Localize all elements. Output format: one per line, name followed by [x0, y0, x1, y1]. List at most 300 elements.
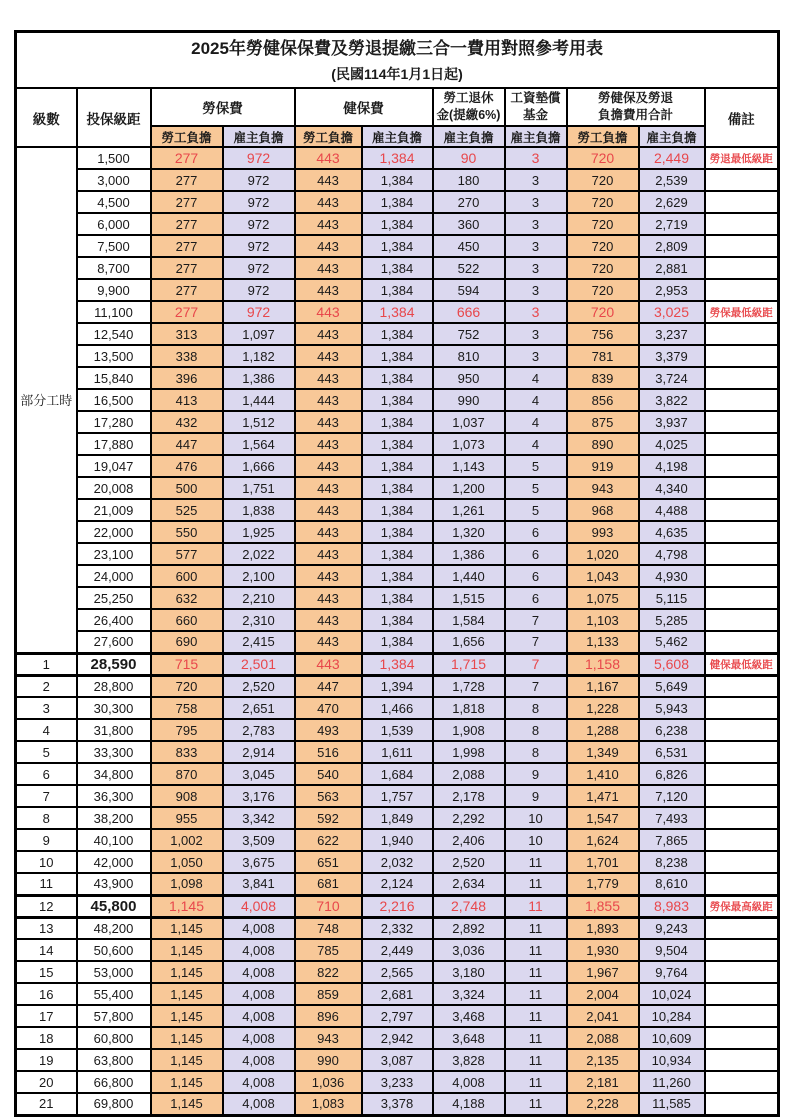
pension-employer-cell: 3,036 — [433, 939, 505, 961]
wage-fund-employer-cell: 3 — [505, 213, 567, 235]
health-employer-cell: 2,216 — [362, 895, 433, 917]
labor-employer-cell: 2,651 — [223, 697, 295, 719]
remark-cell — [705, 829, 779, 851]
labor-employer-cell: 3,045 — [223, 763, 295, 785]
bracket-cell: 31,800 — [77, 719, 151, 741]
labor-employee-cell: 396 — [151, 367, 223, 389]
table-row — [16, 873, 779, 895]
health-employee-cell: 1,036 — [295, 1071, 362, 1093]
health-employer-cell: 1,384 — [362, 345, 433, 367]
total-employer-cell: 5,285 — [639, 609, 705, 631]
table-body — [16, 147, 779, 1115]
total-employer-cell: 9,243 — [639, 917, 705, 939]
bracket-cell: 38,200 — [77, 807, 151, 829]
labor-employee-cell: 277 — [151, 191, 223, 213]
total-employee-cell: 2,004 — [567, 983, 639, 1005]
total-employer-cell: 3,237 — [639, 323, 705, 345]
remark-cell — [705, 741, 779, 763]
health-employee-cell: 710 — [295, 895, 362, 917]
total-employer-cell: 2,881 — [639, 257, 705, 279]
remark-cell — [705, 455, 779, 477]
total-employer-cell: 5,462 — [639, 631, 705, 653]
health-employer-cell: 1,384 — [362, 587, 433, 609]
labor-employer-cell: 4,008 — [223, 1049, 295, 1071]
pension-employer-cell: 1,656 — [433, 631, 505, 653]
total-employee-cell: 1,043 — [567, 565, 639, 587]
table-row — [16, 455, 779, 477]
labor-employee-cell: 955 — [151, 807, 223, 829]
labor-employee-cell: 833 — [151, 741, 223, 763]
health-employer-cell: 1,384 — [362, 191, 433, 213]
wage-fund-employer-cell: 3 — [505, 169, 567, 191]
total-employee-cell: 1,288 — [567, 719, 639, 741]
level-cell: 18 — [16, 1027, 77, 1049]
labor-employee-cell: 1,145 — [151, 1093, 223, 1115]
wage-fund-employer-cell: 7 — [505, 653, 567, 675]
remark-cell — [705, 939, 779, 961]
labor-employer-cell: 972 — [223, 301, 295, 323]
health-employee-cell: 443 — [295, 411, 362, 433]
table-row — [16, 1027, 779, 1049]
wage-fund-employer-cell: 11 — [505, 983, 567, 1005]
health-employer-cell: 1,384 — [362, 521, 433, 543]
total-employee-cell: 756 — [567, 323, 639, 345]
pension-employer-cell: 1,143 — [433, 455, 505, 477]
wage-fund-employer-cell: 11 — [505, 961, 567, 983]
wage-fund-employer-cell: 6 — [505, 521, 567, 543]
health-employer-cell: 1,384 — [362, 301, 433, 323]
remark-cell — [705, 323, 779, 345]
health-employee-cell: 443 — [295, 631, 362, 653]
pension-employer-cell: 2,178 — [433, 785, 505, 807]
remark-cell — [705, 609, 779, 631]
labor-employer-cell: 972 — [223, 191, 295, 213]
labor-employee-cell: 432 — [151, 411, 223, 433]
health-employee-cell: 943 — [295, 1027, 362, 1049]
health-employer-cell: 1,384 — [362, 455, 433, 477]
total-employer-cell: 4,798 — [639, 543, 705, 565]
bracket-cell: 20,008 — [77, 477, 151, 499]
health-employer-cell: 1,384 — [362, 499, 433, 521]
total-employer-cell: 2,809 — [639, 235, 705, 257]
remark-cell — [705, 873, 779, 895]
labor-employer-cell: 1,925 — [223, 521, 295, 543]
labor-employee-cell: 313 — [151, 323, 223, 345]
health-employee-cell: 443 — [295, 279, 362, 301]
total-employee-cell: 2,041 — [567, 1005, 639, 1027]
health-employee-cell: 681 — [295, 873, 362, 895]
total-employee-cell: 2,228 — [567, 1093, 639, 1115]
pension-employer-cell: 810 — [433, 345, 505, 367]
level-cell: 部分工時 — [16, 147, 77, 653]
remark-cell — [705, 191, 779, 213]
pension-employer-cell: 666 — [433, 301, 505, 323]
labor-employer-cell: 4,008 — [223, 1027, 295, 1049]
health-employer-cell: 1,384 — [362, 609, 433, 631]
bracket-cell: 13,500 — [77, 345, 151, 367]
labor-employee-cell: 277 — [151, 279, 223, 301]
pension-employer-cell: 2,634 — [433, 873, 505, 895]
total-employee-cell: 720 — [567, 191, 639, 213]
bracket-cell: 30,300 — [77, 697, 151, 719]
total-employee-cell: 1,103 — [567, 609, 639, 631]
bracket-cell: 53,000 — [77, 961, 151, 983]
wage-fund-employer-cell: 11 — [505, 1027, 567, 1049]
labor-employer-cell: 1,444 — [223, 389, 295, 411]
total-employee-cell: 1,020 — [567, 543, 639, 565]
wage-fund-employer-cell: 4 — [505, 367, 567, 389]
wage-fund-employer-cell: 4 — [505, 433, 567, 455]
total-employer-cell: 10,609 — [639, 1027, 705, 1049]
table-row — [16, 499, 779, 521]
health-employee-cell: 470 — [295, 697, 362, 719]
labor-employer-cell: 4,008 — [223, 1005, 295, 1027]
pension-employer-cell: 1,908 — [433, 719, 505, 741]
level-cell: 5 — [16, 741, 77, 763]
header-bracket: 投保級距 — [77, 88, 151, 147]
remark-cell — [705, 1071, 779, 1093]
health-employee-cell: 748 — [295, 917, 362, 939]
labor-employee-cell: 758 — [151, 697, 223, 719]
pension-employer-cell: 1,818 — [433, 697, 505, 719]
pension-employer-cell: 3,180 — [433, 961, 505, 983]
labor-employee-cell: 550 — [151, 521, 223, 543]
bracket-cell: 43,900 — [77, 873, 151, 895]
labor-employer-cell: 1,564 — [223, 433, 295, 455]
health-employee-cell: 443 — [295, 323, 362, 345]
health-employer-cell: 1,384 — [362, 235, 433, 257]
wage-fund-employer-cell: 3 — [505, 301, 567, 323]
total-employer-cell: 5,608 — [639, 653, 705, 675]
table-row — [16, 741, 779, 763]
level-cell: 8 — [16, 807, 77, 829]
total-employee-cell: 1,349 — [567, 741, 639, 763]
health-employee-cell: 443 — [295, 169, 362, 191]
table-row — [16, 697, 779, 719]
total-employee-cell: 720 — [567, 235, 639, 257]
pension-employer-cell: 3,468 — [433, 1005, 505, 1027]
remark-cell — [705, 235, 779, 257]
total-employer-cell: 9,504 — [639, 939, 705, 961]
labor-employee-cell: 660 — [151, 609, 223, 631]
bracket-cell: 63,800 — [77, 1049, 151, 1071]
title-row — [16, 32, 779, 89]
remark-cell: 勞保最低級距 — [705, 301, 779, 323]
pension-employer-cell: 1,200 — [433, 477, 505, 499]
total-employer-cell: 2,719 — [639, 213, 705, 235]
bracket-cell: 16,500 — [77, 389, 151, 411]
bracket-cell: 1,500 — [77, 147, 151, 169]
bracket-cell: 8,700 — [77, 257, 151, 279]
table-row — [16, 675, 779, 697]
health-employee-cell: 859 — [295, 983, 362, 1005]
health-employer-cell: 3,233 — [362, 1071, 433, 1093]
labor-employer-cell: 2,501 — [223, 653, 295, 675]
labor-employer-cell: 2,520 — [223, 675, 295, 697]
total-employer-cell: 4,340 — [639, 477, 705, 499]
level-cell: 20 — [16, 1071, 77, 1093]
health-employer-cell: 2,942 — [362, 1027, 433, 1049]
health-employer-cell: 1,384 — [362, 279, 433, 301]
total-employee-cell: 1,855 — [567, 895, 639, 917]
table-row — [16, 587, 779, 609]
pension-employer-cell: 1,386 — [433, 543, 505, 565]
remark-cell — [705, 1093, 779, 1115]
wage-fund-employer-cell: 11 — [505, 851, 567, 873]
bracket-cell: 6,000 — [77, 213, 151, 235]
labor-employee-cell: 1,145 — [151, 983, 223, 1005]
health-employee-cell: 443 — [295, 543, 362, 565]
bracket-cell: 66,800 — [77, 1071, 151, 1093]
total-employee-cell: 1,701 — [567, 851, 639, 873]
total-employer-cell: 2,539 — [639, 169, 705, 191]
health-employee-cell: 563 — [295, 785, 362, 807]
level-cell: 1 — [16, 653, 77, 675]
total-employee-cell: 2,181 — [567, 1071, 639, 1093]
table-row — [16, 719, 779, 741]
remark-cell — [705, 389, 779, 411]
labor-employee-cell: 632 — [151, 587, 223, 609]
wage-fund-employer-cell: 8 — [505, 719, 567, 741]
remark-cell — [705, 983, 779, 1005]
level-cell: 21 — [16, 1093, 77, 1115]
total-employee-cell: 1,779 — [567, 873, 639, 895]
subheader-health-employer: 雇主負擔 — [362, 126, 433, 147]
remark-cell — [705, 719, 779, 741]
health-employee-cell: 443 — [295, 433, 362, 455]
health-employee-cell: 443 — [295, 367, 362, 389]
health-employer-cell: 1,384 — [362, 565, 433, 587]
labor-employer-cell: 1,838 — [223, 499, 295, 521]
remark-cell — [705, 477, 779, 499]
health-employer-cell: 2,449 — [362, 939, 433, 961]
health-employee-cell: 443 — [295, 521, 362, 543]
wage-fund-employer-cell: 11 — [505, 1049, 567, 1071]
labor-employer-cell: 2,310 — [223, 609, 295, 631]
health-employee-cell: 443 — [295, 455, 362, 477]
pension-employer-cell: 990 — [433, 389, 505, 411]
labor-employee-cell: 600 — [151, 565, 223, 587]
total-employee-cell: 720 — [567, 279, 639, 301]
health-employee-cell: 443 — [295, 477, 362, 499]
health-employee-cell: 443 — [295, 213, 362, 235]
level-cell: 9 — [16, 829, 77, 851]
bracket-cell: 57,800 — [77, 1005, 151, 1027]
labor-employer-cell: 2,415 — [223, 631, 295, 653]
bracket-cell: 27,600 — [77, 631, 151, 653]
remark-cell — [705, 499, 779, 521]
labor-employer-cell: 2,210 — [223, 587, 295, 609]
total-employer-cell: 10,934 — [639, 1049, 705, 1071]
health-employer-cell: 1,849 — [362, 807, 433, 829]
table-row — [16, 543, 779, 565]
remark-cell — [705, 697, 779, 719]
table-row — [16, 785, 779, 807]
table-row — [16, 521, 779, 543]
table-row — [16, 213, 779, 235]
table-row — [16, 433, 779, 455]
health-employee-cell: 443 — [295, 191, 362, 213]
level-cell: 13 — [16, 917, 77, 939]
labor-employee-cell: 1,145 — [151, 1005, 223, 1027]
total-employer-cell: 5,943 — [639, 697, 705, 719]
total-employee-cell: 943 — [567, 477, 639, 499]
total-employer-cell: 4,635 — [639, 521, 705, 543]
total-employee-cell: 781 — [567, 345, 639, 367]
pension-employer-cell: 2,748 — [433, 895, 505, 917]
total-employee-cell: 839 — [567, 367, 639, 389]
total-employer-cell: 11,260 — [639, 1071, 705, 1093]
wage-fund-employer-cell: 3 — [505, 279, 567, 301]
wage-fund-employer-cell: 7 — [505, 609, 567, 631]
labor-employee-cell: 908 — [151, 785, 223, 807]
table-row — [16, 1049, 779, 1071]
labor-employee-cell: 500 — [151, 477, 223, 499]
total-employer-cell: 2,629 — [639, 191, 705, 213]
labor-employee-cell: 870 — [151, 763, 223, 785]
total-employer-cell: 7,120 — [639, 785, 705, 807]
health-employee-cell: 443 — [295, 301, 362, 323]
title-cell — [16, 32, 779, 89]
total-employer-cell: 7,493 — [639, 807, 705, 829]
pension-employer-cell: 180 — [433, 169, 505, 191]
bracket-cell: 69,800 — [77, 1093, 151, 1115]
total-employer-cell: 5,115 — [639, 587, 705, 609]
total-employee-cell: 993 — [567, 521, 639, 543]
health-employee-cell: 443 — [295, 499, 362, 521]
health-employer-cell: 1,384 — [362, 169, 433, 191]
labor-employer-cell: 1,751 — [223, 477, 295, 499]
labor-employer-cell: 972 — [223, 213, 295, 235]
labor-employer-cell: 1,097 — [223, 323, 295, 345]
bracket-cell: 26,400 — [77, 609, 151, 631]
bracket-cell: 17,280 — [77, 411, 151, 433]
labor-employee-cell: 277 — [151, 213, 223, 235]
total-employer-cell: 3,379 — [639, 345, 705, 367]
table-row — [16, 367, 779, 389]
table-row — [16, 939, 779, 961]
labor-employer-cell: 4,008 — [223, 983, 295, 1005]
total-employer-cell: 5,649 — [639, 675, 705, 697]
health-employer-cell: 2,124 — [362, 873, 433, 895]
labor-employer-cell: 972 — [223, 257, 295, 279]
wage-fund-employer-cell: 6 — [505, 543, 567, 565]
health-employee-cell: 443 — [295, 257, 362, 279]
total-employee-cell: 1,624 — [567, 829, 639, 851]
total-employer-cell: 2,449 — [639, 147, 705, 169]
health-employer-cell: 1,384 — [362, 323, 433, 345]
health-employer-cell: 1,757 — [362, 785, 433, 807]
total-employee-cell: 919 — [567, 455, 639, 477]
health-employer-cell: 2,681 — [362, 983, 433, 1005]
health-employee-cell: 447 — [295, 675, 362, 697]
table-row — [16, 763, 779, 785]
wage-fund-employer-cell: 3 — [505, 147, 567, 169]
health-employer-cell: 1,684 — [362, 763, 433, 785]
level-cell: 19 — [16, 1049, 77, 1071]
labor-employer-cell: 2,914 — [223, 741, 295, 763]
wage-fund-employer-cell: 11 — [505, 939, 567, 961]
health-employee-cell: 443 — [295, 235, 362, 257]
header-wage-fund: 工資墊償 基金 — [505, 88, 567, 126]
subheader-labor-employer: 雇主負擔 — [223, 126, 295, 147]
health-employee-cell: 443 — [295, 345, 362, 367]
labor-employer-cell: 4,008 — [223, 961, 295, 983]
total-employer-cell: 4,488 — [639, 499, 705, 521]
health-employee-cell: 896 — [295, 1005, 362, 1027]
wage-fund-employer-cell: 11 — [505, 895, 567, 917]
table-row — [16, 653, 779, 675]
bracket-cell: 22,000 — [77, 521, 151, 543]
page-title: 2025年勞健保保費及勞退提繳三合一費用對照參考用表 — [191, 39, 603, 58]
remark-cell — [705, 785, 779, 807]
level-cell: 14 — [16, 939, 77, 961]
bracket-cell: 60,800 — [77, 1027, 151, 1049]
table-row — [16, 807, 779, 829]
remark-cell: 健保最低級距 — [705, 653, 779, 675]
total-employee-cell: 1,410 — [567, 763, 639, 785]
remark-cell — [705, 961, 779, 983]
pension-employer-cell: 2,292 — [433, 807, 505, 829]
bracket-cell: 7,500 — [77, 235, 151, 257]
health-employee-cell: 443 — [295, 147, 362, 169]
table-row — [16, 477, 779, 499]
labor-employer-cell: 4,008 — [223, 1071, 295, 1093]
health-employee-cell: 443 — [295, 609, 362, 631]
labor-employee-cell: 1,098 — [151, 873, 223, 895]
health-employer-cell: 1,384 — [362, 543, 433, 565]
labor-employee-cell: 1,145 — [151, 961, 223, 983]
table-row — [16, 1005, 779, 1027]
health-employer-cell: 1,384 — [362, 411, 433, 433]
total-employee-cell: 1,075 — [567, 587, 639, 609]
labor-employer-cell: 4,008 — [223, 917, 295, 939]
health-employer-cell: 1,384 — [362, 477, 433, 499]
table-row — [16, 301, 779, 323]
health-employer-cell: 3,087 — [362, 1049, 433, 1071]
header-labor-insurance: 勞保費 — [151, 88, 295, 126]
wage-fund-employer-cell: 11 — [505, 1093, 567, 1115]
bracket-cell: 12,540 — [77, 323, 151, 345]
labor-employee-cell: 447 — [151, 433, 223, 455]
bracket-cell: 9,900 — [77, 279, 151, 301]
total-employer-cell: 3,724 — [639, 367, 705, 389]
remark-cell — [705, 521, 779, 543]
table-row — [16, 279, 779, 301]
total-employer-cell: 3,937 — [639, 411, 705, 433]
health-employer-cell: 1,394 — [362, 675, 433, 697]
level-cell: 16 — [16, 983, 77, 1005]
health-employer-cell: 1,539 — [362, 719, 433, 741]
total-employee-cell: 720 — [567, 169, 639, 191]
health-employee-cell: 651 — [295, 851, 362, 873]
labor-employer-cell: 1,386 — [223, 367, 295, 389]
labor-employer-cell: 1,512 — [223, 411, 295, 433]
bracket-cell: 50,600 — [77, 939, 151, 961]
health-employer-cell: 2,565 — [362, 961, 433, 983]
bracket-cell: 24,000 — [77, 565, 151, 587]
remark-cell — [705, 367, 779, 389]
health-employee-cell: 592 — [295, 807, 362, 829]
table-row — [16, 1093, 779, 1115]
header-health-insurance: 健保費 — [295, 88, 433, 126]
pension-employer-cell: 4,188 — [433, 1093, 505, 1115]
remark-cell — [705, 1005, 779, 1027]
pension-employer-cell: 752 — [433, 323, 505, 345]
labor-employer-cell: 972 — [223, 169, 295, 191]
labor-employee-cell: 476 — [151, 455, 223, 477]
wage-fund-employer-cell: 7 — [505, 631, 567, 653]
